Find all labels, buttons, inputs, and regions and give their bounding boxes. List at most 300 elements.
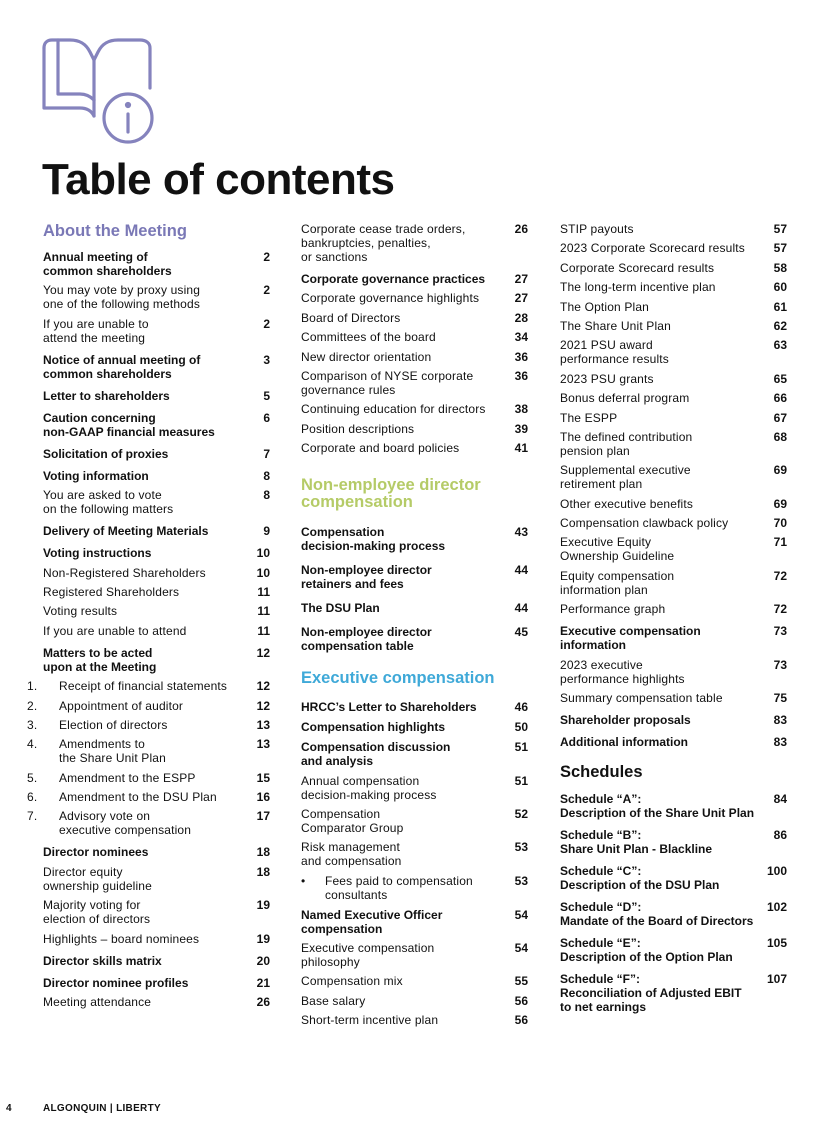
toc-entry[interactable]: [560, 280, 787, 294]
toc-entry-page: 10: [256, 546, 270, 561]
toc-entry[interactable]: [560, 241, 787, 255]
toc-entry-title: [301, 807, 508, 835]
toc-entry-title: [43, 353, 250, 381]
toc-entry-title: [27, 737, 250, 766]
toc-entry-page: 100: [766, 864, 787, 879]
toc-entry-page: 3: [263, 352, 270, 367]
toc-entry-title: [43, 317, 250, 345]
toc-entry-text: You may vote by proxy using one of the following methods: [43, 283, 201, 312]
toc-entry[interactable]: [301, 601, 528, 615]
toc-entry-title: [560, 463, 767, 491]
toc-entry-page: 58: [773, 260, 787, 275]
toc-entry-text: The DSU Plan: [301, 601, 380, 616]
toc-entry-page: 60: [773, 280, 787, 295]
toc-entry-number: 5.: [27, 770, 38, 785]
toc-entry-text: Amendments to the Share Unit Plan: [59, 737, 166, 766]
toc-entry[interactable]: [43, 954, 270, 968]
toc-entry-title: [43, 389, 250, 403]
toc-entry-text: Non-Registered Shareholders: [43, 565, 206, 580]
toc-list-executive-compensation: [301, 700, 528, 1027]
toc-entry-text: Board of Directors: [301, 310, 401, 325]
toc-entry-page: 7: [263, 446, 270, 461]
toc-entry-title: [43, 524, 250, 538]
toc-entry-text: Position descriptions: [301, 421, 415, 436]
toc-entry-text: Shareholder proposals: [560, 713, 691, 728]
toc-entry-page: 107: [766, 972, 787, 987]
section-heading-executive-compensation: Executive compensation: [301, 669, 495, 688]
toc-entry-title: [301, 563, 508, 591]
toc-entry-text: Corporate and board policies: [301, 441, 460, 456]
toc-entry-text: 2023 PSU grants: [560, 371, 654, 386]
toc-entry[interactable]: [301, 941, 528, 969]
toc-entry-text: Highlights – board nominees: [43, 931, 200, 946]
toc-entry[interactable]: [560, 372, 787, 386]
toc-entry-title: [301, 222, 508, 264]
toc-entry-page: 8: [263, 468, 270, 483]
toc-entry-page: 16: [256, 790, 270, 805]
toc-entry-page: 46: [514, 700, 528, 715]
toc-entry-text: Voting results: [43, 604, 118, 619]
toc-entry-title: [27, 790, 250, 805]
toc-entry-page: 44: [514, 601, 528, 616]
toc-entry-page: 84: [773, 792, 787, 807]
toc-entry-page: 69: [773, 496, 787, 511]
toc-entry[interactable]: [301, 840, 528, 868]
toc-entry[interactable]: [560, 735, 787, 749]
toc-entry-page: 50: [514, 720, 528, 735]
toc-entry-title: [301, 625, 508, 653]
toc-entry-text: Letter to shareholders: [43, 388, 170, 403]
toc-entry[interactable]: [560, 936, 787, 964]
toc-entry-text: Schedule “A”: Description of the Share Unit Plan: [560, 792, 755, 821]
toc-entry[interactable]: [301, 311, 528, 325]
toc-entry-page: 56: [514, 1013, 528, 1028]
toc-entry[interactable]: [27, 737, 270, 766]
toc-entry[interactable]: [560, 624, 787, 652]
toc-entry-title: [43, 976, 250, 990]
toc-entry-title: [27, 717, 250, 732]
toc-entry[interactable]: [560, 691, 787, 705]
toc-list-executive-continued: [560, 222, 787, 749]
toc-entry[interactable]: [560, 713, 787, 727]
toc-entry-text: Continuing education for directors: [301, 402, 486, 417]
toc-entry-title: [43, 845, 250, 859]
toc-entry[interactable]: [560, 602, 787, 616]
toc-entry-text: Voting information: [43, 468, 149, 483]
toc-entry-page: 2: [263, 316, 270, 331]
toc-entry-number: 1.: [27, 679, 38, 694]
toc-entry[interactable]: [27, 770, 270, 785]
toc-entry-title: [27, 698, 250, 713]
toc-entry[interactable]: [301, 369, 528, 397]
toc-entry-page: 83: [773, 713, 787, 728]
toc-entry[interactable]: [43, 604, 270, 618]
toc-entry-page: 27: [514, 291, 528, 306]
toc-entry-title: [43, 566, 250, 580]
section-heading-about-meeting: About the Meeting: [43, 222, 187, 240]
toc-entry[interactable]: [43, 488, 270, 516]
toc-entry[interactable]: [560, 792, 787, 820]
toc-entry[interactable]: [43, 524, 270, 538]
toc-entry-page: 44: [514, 563, 528, 578]
toc-column-1: [27, 222, 270, 1014]
page-number: 4: [6, 1103, 12, 1114]
toc-entry[interactable]: [301, 908, 528, 936]
toc-entry[interactable]: [301, 807, 528, 835]
toc-entry[interactable]: [43, 976, 270, 990]
toc-entry-title: [560, 535, 767, 563]
toc-entry[interactable]: [301, 700, 528, 714]
toc-list-schedules: [560, 792, 787, 1014]
toc-entry-text: Corporate Scorecard results: [560, 260, 715, 275]
toc-entry[interactable]: [27, 790, 270, 805]
toc-entry[interactable]: [301, 402, 528, 416]
toc-entry-page: 57: [773, 241, 787, 256]
toc-entry[interactable]: [560, 900, 787, 928]
toc-entry-title: [560, 864, 767, 892]
toc-entry-title: [43, 411, 250, 439]
toc-entry-text: Committees of the board: [301, 330, 436, 345]
toc-entry-text: If you are unable to attend the meeting: [43, 316, 149, 345]
toc-entry-page: 12: [256, 679, 270, 694]
toc-entry-title: [301, 350, 508, 364]
toc-entry-title: [301, 941, 508, 969]
toc-entry-page: 18: [256, 845, 270, 860]
toc-entry-title: [560, 900, 767, 928]
toc-entry-title: [560, 430, 767, 458]
toc-entry-text: Voting instructions: [43, 546, 152, 561]
toc-entry-page: 62: [773, 318, 787, 333]
toc-entry-title: [301, 601, 508, 615]
toc-entry-text: Performance graph: [560, 602, 666, 617]
toc-entry-title: [27, 679, 250, 694]
toc-entry-text: Equity compensation information plan: [560, 568, 675, 597]
toc-entry[interactable]: [43, 845, 270, 859]
toc-entry-text: Appointment of auditor: [59, 698, 184, 713]
toc-entry[interactable]: [560, 516, 787, 530]
toc-entry-text: Compensation clawback policy: [560, 516, 729, 531]
toc-entry-text: Majority voting for election of directors: [43, 898, 151, 927]
toc-entry[interactable]: [560, 411, 787, 425]
toc-entry-page: 43: [514, 525, 528, 540]
toc-entry[interactable]: [43, 353, 270, 381]
toc-entry[interactable]: [43, 646, 270, 674]
toc-entry-page: 73: [773, 624, 787, 639]
toc-entry-title: [560, 735, 767, 749]
toc-entry-text: Director nominee profiles: [43, 975, 189, 990]
toc-entry-page: 13: [256, 717, 270, 732]
toc-entry[interactable]: [560, 391, 787, 405]
toc-entry-page: 18: [256, 864, 270, 879]
toc-entry-page: 70: [773, 516, 787, 531]
toc-entry-title: [43, 646, 250, 674]
toc-entry-page: 12: [256, 698, 270, 713]
toc-column-2: [301, 222, 528, 1033]
toc-entry[interactable]: [560, 828, 787, 856]
toc-entry-text: Receipt of financial statements: [59, 679, 228, 694]
toc-entry-text: Amendment to the DSU Plan: [59, 790, 217, 805]
toc-entry[interactable]: [43, 389, 270, 403]
toc-entry-page: 52: [514, 806, 528, 821]
page-title: Table of contents: [42, 155, 395, 204]
toc-entry-text: Schedule “B”: Share Unit Plan - Blackline: [560, 828, 713, 857]
toc-entry-text: The long-term incentive plan: [560, 280, 716, 295]
toc-entry-number: 6.: [27, 790, 38, 805]
toc-entry-text: Comparison of NYSE corporate governance rules: [301, 368, 474, 397]
toc-entry[interactable]: [43, 469, 270, 483]
toc-entry[interactable]: [27, 679, 270, 694]
toc-list-governance: [301, 222, 528, 455]
toc-entry-page: 12: [256, 645, 270, 660]
toc-entry-text: Non-employee director retainers and fees: [301, 563, 432, 592]
toc-entry-text: Corporate cease trade orders, bankruptcies, penalties, or sanctions: [301, 222, 466, 264]
toc-entry[interactable]: [301, 774, 528, 802]
toc-entry[interactable]: [560, 658, 787, 686]
toc-entry[interactable]: [43, 566, 270, 580]
toc-entry[interactable]: [301, 441, 528, 455]
toc-entry[interactable]: [301, 1013, 528, 1027]
toc-entry-text: Short-term incentive plan: [301, 1013, 439, 1028]
toc-entry-page: 26: [256, 995, 270, 1010]
toc-entry[interactable]: [560, 497, 787, 511]
toc-entry-page: 72: [773, 568, 787, 583]
toc-entry[interactable]: [43, 283, 270, 311]
toc-entry-title: [560, 372, 767, 386]
toc-entry[interactable]: [43, 624, 270, 638]
toc-entry-text: Schedule “C”: Description of the DSU Plan: [560, 864, 720, 893]
toc-entry-title: [560, 241, 767, 255]
toc-entry-title: [301, 994, 508, 1008]
toc-entry[interactable]: [301, 350, 528, 364]
toc-entry-title: [43, 898, 250, 926]
toc-entry-text: Annual compensation decision-making process: [301, 773, 437, 802]
toc-entry-page: 61: [773, 299, 787, 314]
toc-entry-title: [301, 774, 508, 802]
toc-entry-page: 56: [514, 993, 528, 1008]
toc-entry[interactable]: [27, 717, 270, 732]
toc-entry-title: [301, 740, 508, 768]
toc-entry-page: 86: [773, 828, 787, 843]
toc-entry-title: [560, 713, 767, 727]
toc-entry-page: 11: [257, 584, 270, 599]
toc-entry-page: 10: [256, 565, 270, 580]
toc-entry[interactable]: [560, 864, 787, 892]
toc-entry-number: 2.: [27, 698, 38, 713]
toc-entry-text: Caution concerning non-GAAP financial measures: [43, 410, 215, 439]
toc-entry[interactable]: [27, 698, 270, 713]
toc-entry[interactable]: [560, 222, 787, 236]
toc-entry[interactable]: [301, 422, 528, 436]
toc-entry[interactable]: [43, 995, 270, 1009]
toc-entry-text: Other executive benefits: [560, 496, 694, 511]
toc-entry[interactable]: [301, 994, 528, 1008]
toc-entry-page: 73: [773, 657, 787, 672]
toc-entry-title: [560, 280, 767, 294]
toc-entry[interactable]: [43, 447, 270, 461]
toc-entry[interactable]: [301, 974, 528, 988]
toc-entry-title: [560, 338, 767, 366]
toc-entry-text: Compensation discussion and analysis: [301, 740, 451, 769]
brand-name: ALGONQUIN | LIBERTY: [43, 1103, 161, 1114]
toc-entry-page: 66: [773, 391, 787, 406]
toc-entry-text: Election of directors: [59, 717, 168, 732]
toc-entry-text: Compensation highlights: [301, 720, 445, 735]
toc-entry-text: The ESPP: [560, 410, 618, 425]
toc-entry[interactable]: [560, 463, 787, 491]
toc-entry-page: 63: [773, 338, 787, 353]
toc-entry-page: 19: [256, 931, 270, 946]
toc-entry[interactable]: [43, 411, 270, 439]
toc-entry[interactable]: [560, 338, 787, 366]
toc-entry-text: Supplemental executive retirement plan: [560, 463, 691, 492]
toc-entry-title: [560, 936, 767, 964]
toc-entry-text: Non-employee director compensation table: [301, 625, 432, 654]
toc-entry-title: [43, 469, 250, 483]
toc-entry-text: If you are unable to attend: [43, 623, 187, 638]
toc-entry-title: [301, 1013, 508, 1027]
toc-entry-page: 72: [773, 602, 787, 617]
toc-entry-page: 15: [256, 770, 270, 785]
toc-entry[interactable]: [560, 319, 787, 333]
toc-entry-page: 8: [263, 488, 270, 503]
toc-entry-title: [560, 300, 767, 314]
toc-entry-text: Executive compensation information: [560, 624, 701, 653]
toc-entry-text: Delivery of Meeting Materials: [43, 524, 209, 539]
toc-entry[interactable]: [560, 972, 787, 1014]
toc-entry-title: [301, 291, 508, 305]
toc-entry-text: Schedule “F”: Reconciliation of Adjusted EBIT to net earnings: [560, 972, 742, 1015]
toc-entry-page: 39: [514, 421, 528, 436]
toc-entry-text: Director nominees: [43, 845, 149, 860]
toc-entry-title: [43, 995, 250, 1009]
toc-entry-title: [301, 402, 508, 416]
toc-entry[interactable]: [43, 317, 270, 345]
toc-entry-title: [301, 840, 508, 868]
toc-entry[interactable]: [43, 546, 270, 560]
toc-entry[interactable]: [27, 809, 270, 838]
toc-entry-title: [301, 369, 508, 397]
toc-entry-page: 54: [514, 941, 528, 956]
toc-entry-page: 38: [514, 402, 528, 417]
toc-entry-text: Bonus deferral program: [560, 391, 690, 406]
toc-entry-page: 27: [514, 272, 528, 286]
toc-entry-text: You are asked to vote on the following matters: [43, 488, 174, 517]
toc-entry-title: [560, 319, 767, 333]
toc-entry-text: Amendment to the ESPP: [59, 770, 196, 785]
toc-entry-title: [43, 283, 250, 311]
toc-entry-title: [301, 908, 508, 936]
toc-entry[interactable]: [301, 525, 528, 553]
toc-entry-title: [560, 624, 767, 652]
toc-entry[interactable]: [43, 932, 270, 946]
toc-entry-text: The defined contribution pension plan: [560, 429, 693, 458]
toc-column-3: [560, 222, 787, 1019]
toc-entry-title: [560, 222, 767, 236]
toc-entry-title: [560, 569, 767, 597]
toc-entry-text: Advisory vote on executive compensation: [59, 809, 192, 838]
toc-entry-text: Fees paid to compensation consultants: [325, 873, 473, 902]
toc-entry-title: [560, 261, 767, 275]
toc-entry-text: Corporate governance highlights: [301, 291, 480, 306]
toc-entry-title: [43, 488, 250, 516]
toc-entry[interactable]: [560, 300, 787, 314]
toc-entry-title: [301, 272, 508, 286]
toc-entry-text: Risk management and compensation: [301, 840, 402, 869]
toc-entry-page: 6: [263, 410, 270, 425]
toc-entry-text: Schedule “E”: Description of the Option Plan: [560, 936, 733, 965]
toc-list-about-meeting: [27, 250, 270, 1010]
toc-entry[interactable]: [301, 625, 528, 653]
toc-entry-title: [43, 932, 250, 946]
toc-entry-page: 11: [257, 604, 270, 619]
toc-entry[interactable]: [43, 585, 270, 599]
toc-entry[interactable]: [301, 291, 528, 305]
toc-entry-text: Notice of annual meeting of common shareholders: [43, 352, 201, 381]
toc-entry-title: [301, 330, 508, 344]
toc-entry-page: 36: [514, 349, 528, 364]
toc-entry[interactable]: [301, 222, 528, 264]
toc-entry-page: 51: [514, 773, 528, 788]
toc-entry[interactable]: [301, 272, 528, 286]
toc-entry[interactable]: [43, 865, 270, 893]
toc-entry-page: 28: [514, 310, 528, 325]
toc-entry[interactable]: [560, 569, 787, 597]
toc-entry-page: 67: [773, 410, 787, 425]
toc-entry-title: [301, 311, 508, 325]
toc-entry-page: 34: [514, 330, 528, 345]
toc-entry-text: Matters to be acted upon at the Meeting: [43, 645, 157, 674]
toc-entry[interactable]: [560, 261, 787, 275]
toc-entry-title: [43, 865, 250, 893]
toc-entry-text: STIP payouts: [560, 222, 634, 236]
toc-entry-text: Schedule “D”: Mandate of the Board of Directors: [560, 900, 754, 929]
toc-entry[interactable]: [43, 250, 270, 278]
toc-entry-page: 53: [514, 873, 528, 888]
toc-entry-page: 105: [766, 936, 787, 951]
toc-entry-page: 5: [263, 388, 270, 403]
toc-entry-title: [560, 972, 767, 1014]
toc-entry-text: 2021 PSU award performance results: [560, 338, 669, 367]
toc-entry-text: Executive compensation philosophy: [301, 941, 435, 970]
toc-entry[interactable]: [560, 535, 787, 563]
toc-entry-text: Solicitation of proxies: [43, 446, 169, 461]
toc-entry[interactable]: [301, 330, 528, 344]
toc-entry-text: Meeting attendance: [43, 995, 152, 1010]
toc-entry[interactable]: [301, 874, 528, 902]
toc-entry-page: 71: [773, 535, 787, 550]
toc-entry-text: Named Executive Officer compensation: [301, 907, 443, 936]
section-heading-schedules: Schedules: [560, 763, 643, 782]
toc-entry-text: Corporate governance practices: [301, 272, 486, 286]
toc-entry[interactable]: [43, 898, 270, 926]
toc-entry[interactable]: [560, 430, 787, 458]
toc-entry-text: The Option Plan: [560, 299, 649, 314]
toc-entry-page: 17: [256, 809, 270, 824]
page-footer: [6, 1103, 161, 1114]
toc-entry[interactable]: [301, 740, 528, 768]
toc-entry-page: 13: [256, 737, 270, 752]
toc-entry-number: 7.: [27, 809, 38, 824]
toc-entry-title: [560, 602, 767, 616]
toc-entry[interactable]: [301, 563, 528, 591]
toc-entry-text: HRCC’s Letter to Shareholders: [301, 700, 477, 715]
toc-entry-page: 45: [514, 625, 528, 640]
toc-entry-page: 69: [773, 463, 787, 478]
toc-entry-page: 11: [257, 623, 270, 638]
toc-entry-page: 36: [514, 368, 528, 383]
toc-entry[interactable]: [301, 720, 528, 734]
toc-entry-text: 2023 Corporate Scorecard results: [560, 241, 745, 256]
